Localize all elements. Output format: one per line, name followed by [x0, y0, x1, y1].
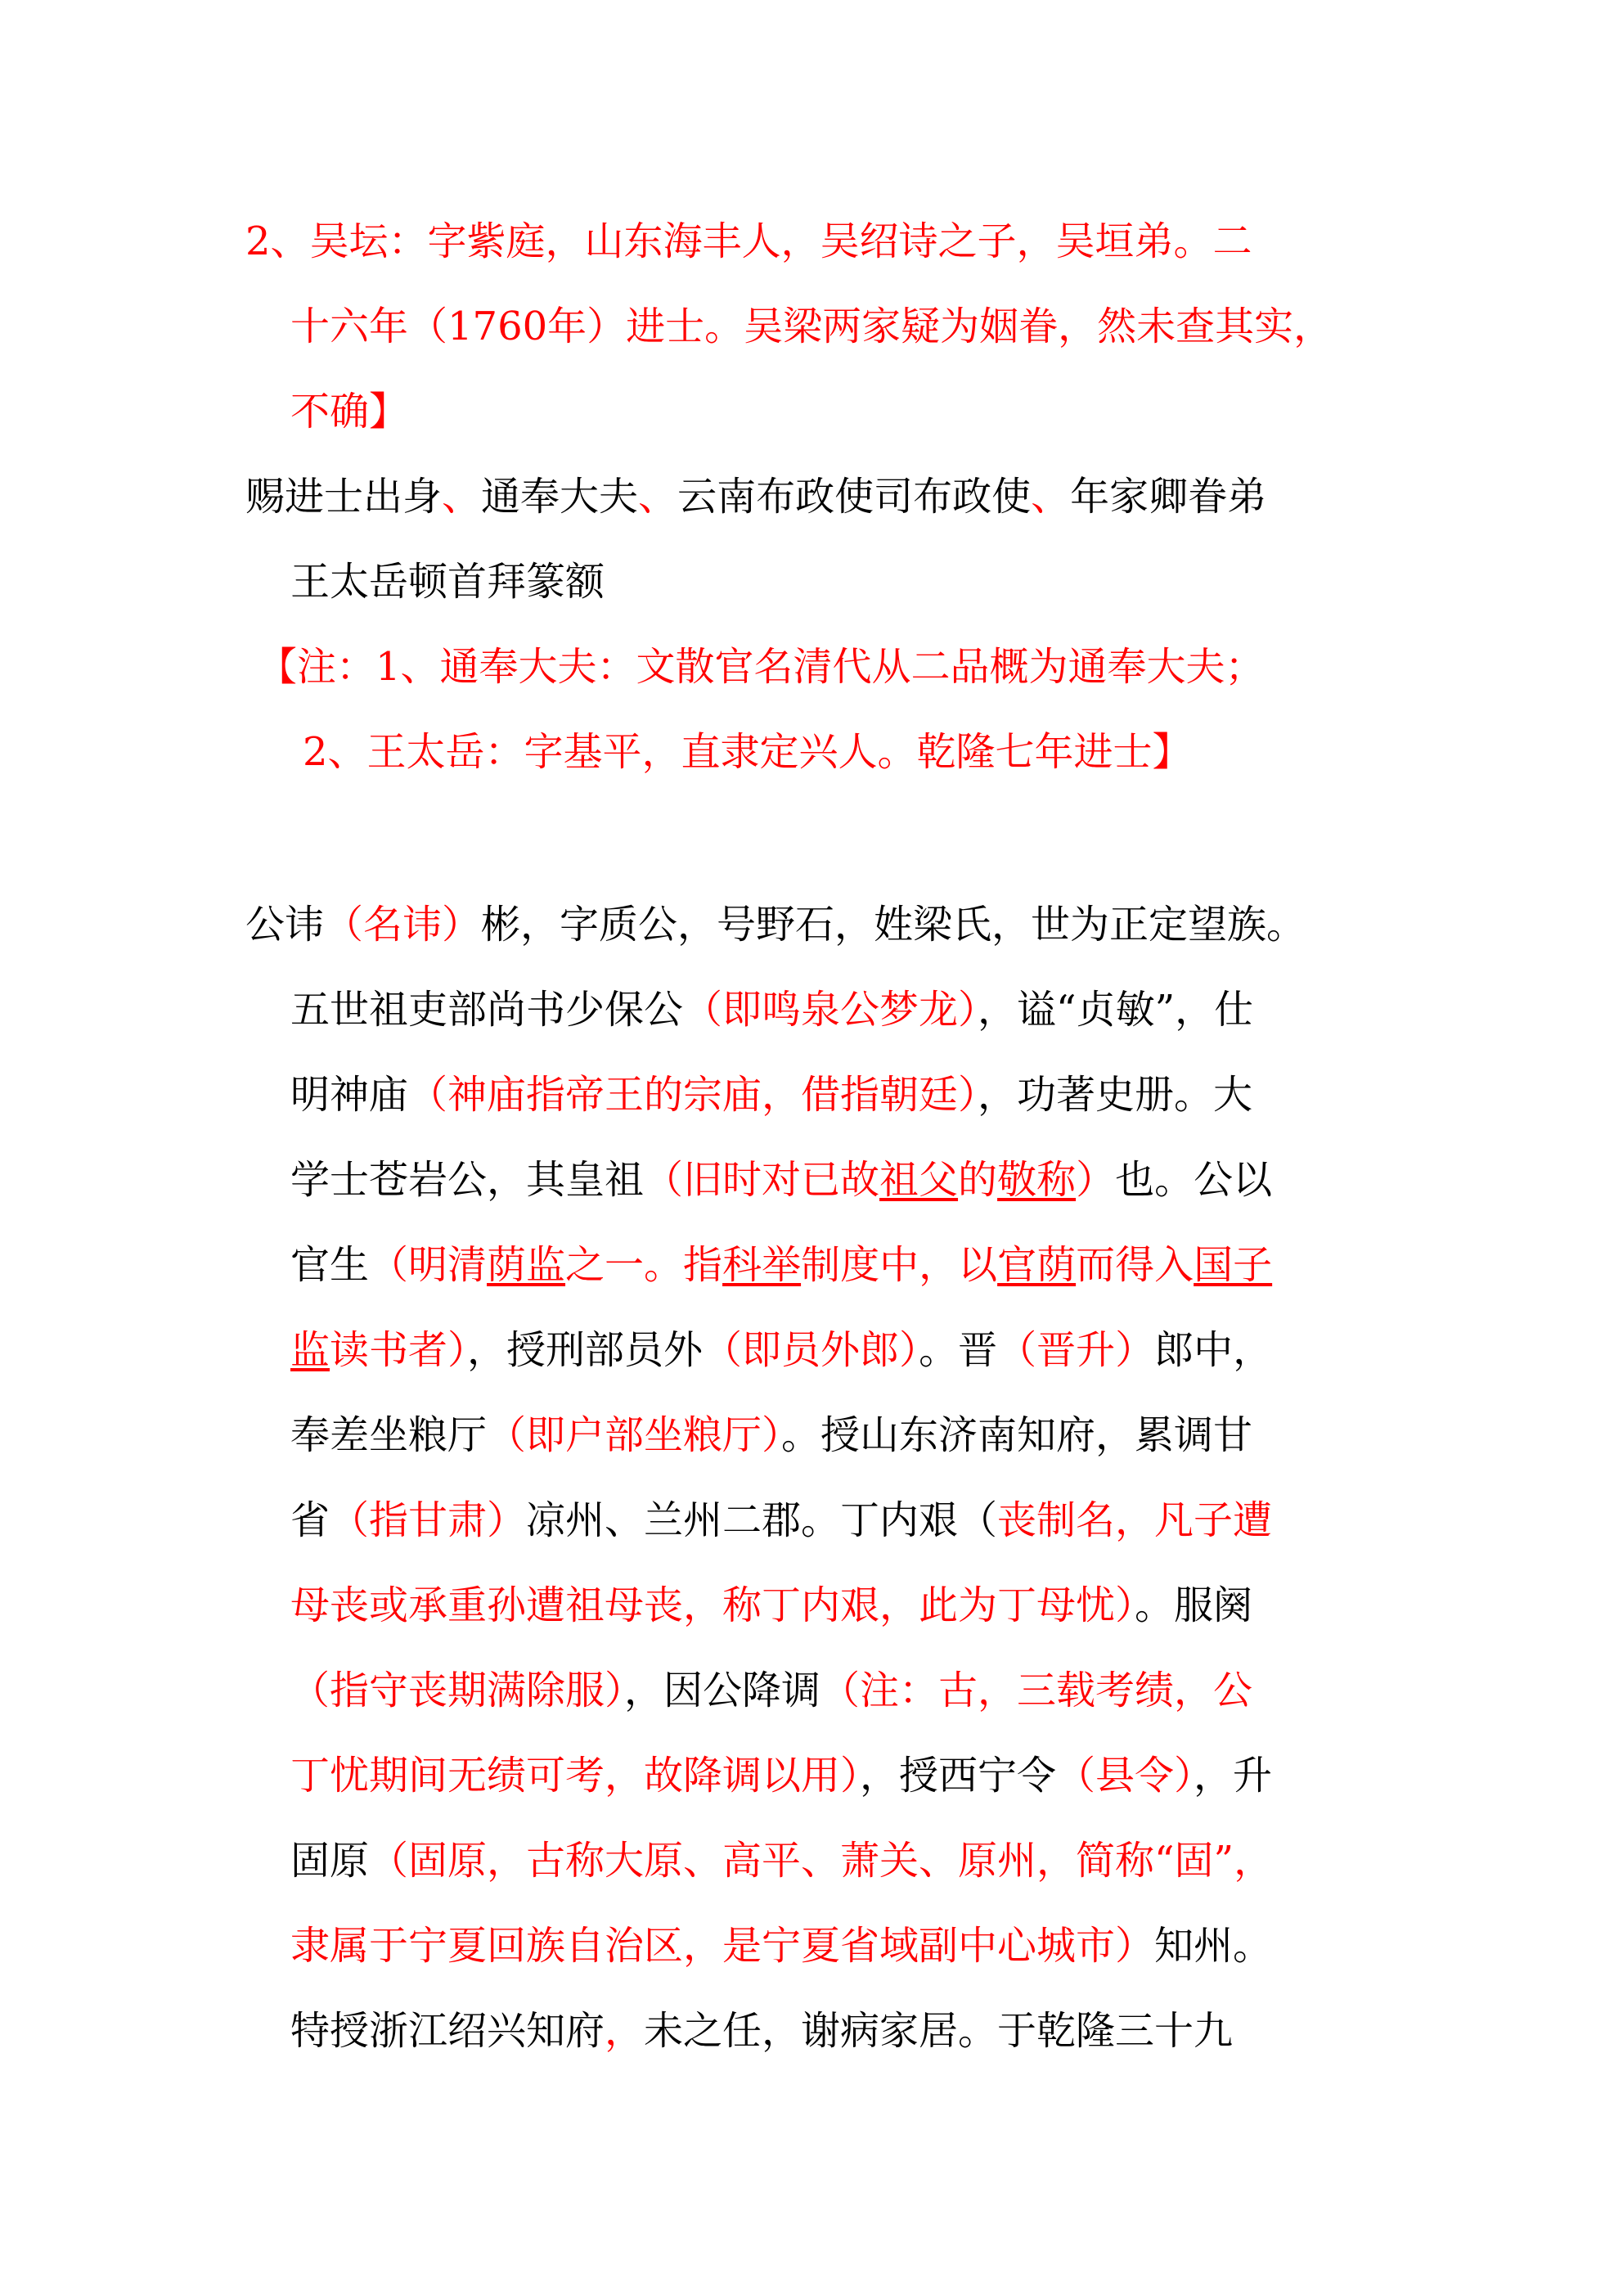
body-text: 通奉大夫 — [481, 474, 639, 520]
annotation-text: 敬称 — [997, 1157, 1077, 1203]
text-line — [245, 1988, 1391, 2073]
body-text: 知州。 — [1154, 1923, 1273, 1969]
annotation-text: （神庙指帝王的宗庙，借指朝廷） — [408, 1072, 978, 1118]
text-line — [245, 1222, 1391, 1308]
text-line — [245, 1308, 1391, 1393]
annotation-text: 、 — [638, 474, 678, 520]
annotation-text: 母丧或承重孙遭祖母丧，称丁内艰，此为丁母忧） — [290, 1582, 1135, 1628]
body-text: 特授浙江绍兴知府 — [290, 2008, 605, 2054]
annotation-text: （名讳） — [324, 902, 482, 948]
body-text: 五世祖吏部尚书少保公 — [290, 987, 684, 1033]
annotation-text: （即户部坐粮厅） — [487, 1412, 782, 1458]
annotation-text: 【注：1、通奉大夫：文散官名清代从二品概为通奉大夫； — [258, 644, 1265, 690]
annotation-text: 官荫 — [997, 1242, 1077, 1288]
text-line — [245, 1393, 1391, 1478]
annotation-text: （明清 — [369, 1242, 488, 1288]
body-text: 郎中， — [1154, 1327, 1273, 1373]
annotation-text: 2、王太岳：字基平，直隶定兴人。乾隆七年进士】 — [303, 729, 1192, 775]
body-text: 学士苍岩公，其皇祖 — [290, 1157, 645, 1203]
text-line — [245, 1903, 1391, 1988]
text-line — [245, 1733, 1391, 1818]
annotation-text: 国子 — [1194, 1242, 1273, 1288]
body-text: 赐进士出身 — [245, 474, 443, 520]
annotation-text: （旧时对已故 — [644, 1157, 880, 1203]
annotation-text: 丁忧期间无绩可考，故降调以用） — [290, 1753, 861, 1799]
text-line — [245, 1648, 1391, 1733]
body-text: 省 — [290, 1497, 330, 1543]
body-text: ，谥“贞敏”，仕 — [978, 987, 1254, 1033]
text-line — [245, 1478, 1391, 1563]
text-line — [245, 369, 1391, 454]
text-line — [245, 539, 1391, 624]
annotation-text: 而得入 — [1076, 1242, 1194, 1288]
annotation-text: 读书者） — [330, 1327, 468, 1373]
body-text: 。服阕 — [1135, 1582, 1253, 1628]
annotation-text: （注：古，三载考绩，公 — [820, 1668, 1253, 1713]
text-line — [245, 454, 1391, 539]
note-paragraph-wang-taiyue — [258, 624, 1403, 795]
text-line — [245, 284, 1391, 369]
body-text: 。授山东济南知府，累调甘 — [781, 1412, 1253, 1458]
body-text: 明神庙 — [290, 1072, 409, 1118]
body-text: 凉州、兰州二郡。丁内艰（ — [526, 1497, 998, 1543]
body-text: ，因公降调 — [624, 1668, 821, 1713]
annotation-text: 荫监 — [487, 1242, 566, 1288]
annotation-text: （指守丧期满除服） — [290, 1668, 625, 1713]
text-line — [245, 199, 1391, 284]
body-text: 年家卿眷弟 — [1070, 474, 1267, 520]
annotation-text: 的 — [958, 1157, 998, 1203]
annotation-text: （即鸣泉公梦龙） — [683, 987, 978, 1033]
annotation-text: 、 — [442, 474, 482, 520]
annotation-text: 科举 — [722, 1242, 802, 1288]
body-text: 公讳 — [245, 902, 325, 948]
annotation-text: 2、吴坛：字紫庭，山东海丰人，吴绍诗之子，吴垣弟。二 — [245, 218, 1252, 264]
annotation-text: 十六年（1760年）进士。吴梁两家疑为姻眷，然未查其实， — [290, 304, 1333, 349]
body-text: ，功著史册。大 — [978, 1072, 1253, 1118]
text-line — [245, 1052, 1391, 1137]
body-text: 王太岳顿首拜篆额 — [290, 559, 605, 605]
body-text: ，升 — [1194, 1753, 1273, 1799]
body-text: 未之任，谢病家居。于乾隆三十九 — [644, 2008, 1234, 2054]
biography-paragraph — [245, 882, 1391, 2073]
annotation-text: 隶属于宁夏回族自治区，是宁夏省域副中心城市） — [290, 1923, 1155, 1969]
annotation-text: （指甘肃） — [330, 1497, 527, 1543]
body-text: 官生 — [290, 1242, 370, 1288]
text-line — [245, 1563, 1391, 1648]
body-text: ，授刑部员外 — [467, 1327, 704, 1373]
annotation-text: ） — [1076, 1157, 1116, 1203]
body-text: 云南布政使司布政使 — [677, 474, 1032, 520]
annotation-text: （县令） — [1056, 1753, 1194, 1799]
note-paragraph-wu-tan — [245, 199, 1391, 454]
annotation-text: （固原，古称大原、高平、萧关、原州，简称“固”， — [369, 1838, 1274, 1884]
text-line — [245, 1137, 1391, 1222]
seal-inscription-paragraph — [245, 454, 1391, 624]
text-line — [258, 709, 1403, 795]
annotation-text: ， — [605, 2008, 645, 2054]
body-text: 奉差坐粮厅 — [290, 1412, 488, 1458]
annotation-text: 、 — [1031, 474, 1071, 520]
text-line — [245, 882, 1391, 967]
text-line — [245, 1818, 1391, 1903]
annotation-text: 祖父 — [879, 1157, 959, 1203]
body-text: 也。公以 — [1115, 1157, 1273, 1203]
body-text: 彬，字质公，号野石，姓梁氏，世为正定望族。 — [481, 902, 1306, 948]
text-line — [258, 624, 1403, 709]
annotation-text: 制度中，以 — [801, 1242, 998, 1288]
body-text: 固原 — [290, 1838, 370, 1884]
annotation-text: 监 — [290, 1327, 330, 1373]
text-line — [245, 967, 1391, 1052]
body-text: ，授西宁令 — [860, 1753, 1057, 1799]
annotation-text: 之一。指 — [565, 1242, 723, 1288]
annotation-text: （即员外郎） — [703, 1327, 919, 1373]
annotation-text: 不确】 — [290, 389, 409, 434]
annotation-text: 丧制名，凡子遭 — [997, 1497, 1273, 1543]
annotation-text: （晋升） — [997, 1327, 1155, 1373]
body-text: 。晋 — [919, 1327, 998, 1373]
